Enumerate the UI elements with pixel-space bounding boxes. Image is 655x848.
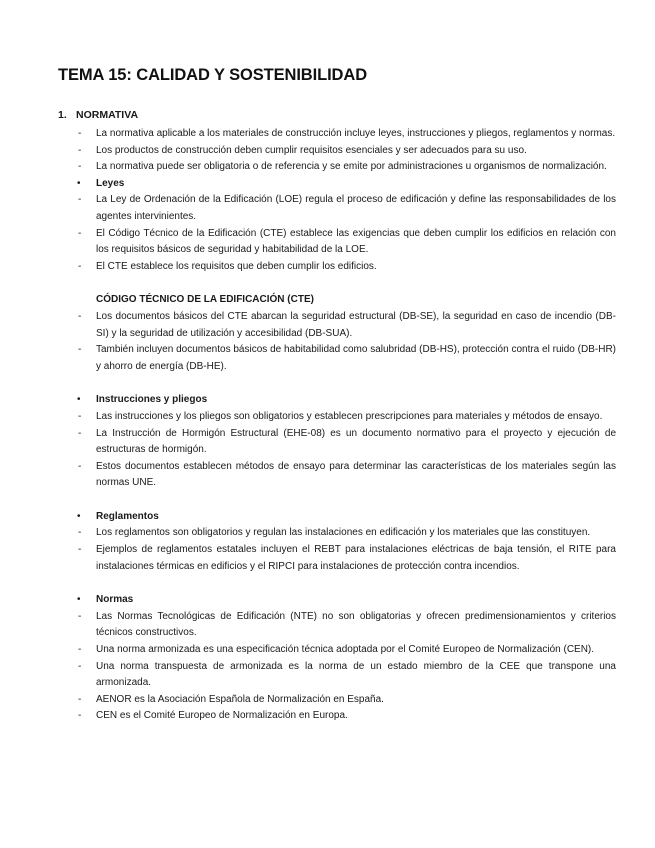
dash-marker: - [78, 227, 82, 239]
item-text: CÓDIGO TÉCNICO DE LA EDIFICACIÓN (CTE) [96, 294, 314, 306]
list-item [0, 525, 616, 542]
list-item [0, 192, 616, 225]
list-item [0, 659, 616, 692]
item-text: La normativa aplicable a los materiales de construcción incluye leyes, instrucciones y pliegos, reglamentos y normas. [96, 128, 616, 139]
item-text: Los reglamentos son obligatorios y regulan las instalaciones en edificación y los materiales que las constituyen. [96, 527, 591, 539]
dash-marker: - [78, 128, 82, 139]
dash-marker: - [78, 644, 82, 656]
item-text: Reglamentos [96, 510, 159, 522]
item-text: La Ley de Ordenación de la Edificación (LOE) regula el proceso de edificación y define las responsabilidades de los agentes intervinientes. [96, 194, 616, 222]
list-item [0, 609, 616, 642]
item-text: La Instrucción de Hormigón Estructural (EHE-08) es un documento normativo para el proyecto y ejecución de estructuras de hormigón. [96, 427, 616, 456]
dash-marker: - [78, 260, 82, 272]
list-item [0, 409, 616, 426]
bullet-heading [0, 592, 616, 609]
item-text: Las instrucciones y los pliegos son obligatorios y establecen prescripciones para materiales y métodos de ensayo. [96, 410, 603, 422]
bullet-icon: • [77, 594, 81, 606]
item-text: Una norma transpuesta de armonizada es la norma de un estado miembro de la CEE que transpone una armonizada. [96, 660, 616, 689]
dash-marker: - [78, 427, 82, 439]
item-text: Los productos de construcción deben cumplir requisitos esenciales y ser adecuados para su uso. [96, 144, 527, 156]
dash-marker: - [78, 144, 82, 156]
list-item [0, 126, 616, 143]
block-spacer [0, 492, 655, 509]
item-text: Una norma armonizada es una especificación técnica adoptada por el Comité Europeo de Normalización (CEN). [96, 644, 595, 656]
list-item [0, 259, 616, 276]
item-text: Ejemplos de reglamentos estatales incluyen el REBT para instalaciones eléctricas de baja tensión, el RITE para instalaciones térmicas en edificios y el RIPCI para instalaciones de protección contra incendios. [96, 544, 616, 572]
block-spacer [0, 275, 655, 292]
list-item [0, 143, 616, 160]
item-text: Normas [96, 594, 134, 606]
item-text: AENOR es la Asociación Española de Normalización en España. [96, 693, 384, 705]
section-heading [58, 109, 138, 121]
section-heading-text: NORMATIVA [76, 109, 139, 121]
dash-marker: - [78, 527, 82, 539]
item-text: El Código Técnico de la Edificación (CTE) establece las exigencias que deben cumplir los edificios en relación con los requisitos básicos de seguridad y habitabilidad de la LOE. [96, 227, 616, 256]
page-title: TEMA 15: CALIDAD Y SOSTENIBILIDAD [58, 66, 368, 84]
dash-marker: - [78, 310, 82, 322]
bullet-heading [0, 176, 616, 193]
list-item [0, 226, 616, 259]
document-body [0, 126, 655, 725]
item-text: Estos documentos establecen métodos de ensayo para determinar las características de los materiales según las normas UNE. [96, 460, 616, 489]
item-text: CEN es el Comité Europeo de Normalización en Europa. [96, 710, 348, 722]
bullet-icon: • [77, 177, 81, 189]
list-item [0, 159, 616, 176]
item-text: La normativa puede ser obligatoria o de referencia y se emite por administraciones u organismos de normalización. [96, 161, 607, 173]
bullet-icon: • [77, 394, 81, 406]
bullet-heading [0, 392, 616, 409]
block-spacer [0, 375, 655, 392]
bullet-heading [0, 509, 616, 526]
dash-marker: - [78, 710, 82, 722]
dash-marker: - [78, 410, 82, 422]
item-text: Las Normas Tecnológicas de Edificación (NTE) no son obligatorias y ofrecen predimensionamientos y criterios técnicos constructivos. [96, 610, 616, 639]
subsection-heading [0, 292, 616, 309]
dash-marker: - [78, 460, 82, 472]
bullet-icon: • [77, 510, 81, 522]
item-text: Instrucciones y pliegos [96, 394, 208, 406]
list-item [0, 459, 616, 492]
dash-marker: - [78, 194, 82, 206]
dash-marker: - [78, 693, 82, 705]
section-number: 1. [58, 109, 67, 121]
item-text: El CTE establece los requisitos que deben cumplir los edificios. [96, 260, 377, 272]
block-spacer [0, 575, 655, 592]
list-item [0, 426, 616, 459]
list-item [0, 708, 616, 725]
list-item [0, 542, 616, 575]
list-item [0, 342, 616, 375]
list-item [0, 309, 616, 342]
item-text: Leyes [96, 177, 125, 189]
list-item [0, 692, 616, 709]
dash-marker: - [78, 610, 82, 622]
dash-marker: - [78, 544, 82, 556]
dash-marker: - [78, 161, 82, 173]
dash-marker: - [78, 660, 82, 672]
item-text: Los documentos básicos del CTE abarcan la seguridad estructural (DB-SE), la seguridad en caso de incendio (DB-SI) y la seguridad de utilización y accesibilidad (DB-SUA). [96, 310, 616, 339]
dash-marker: - [78, 344, 82, 356]
list-item [0, 642, 616, 659]
item-text: También incluyen documentos básicos de habitabilidad como salubridad (DB-HS), protección contra el ruido (DB-HR) y ahorro de energía (DB-HE). [96, 344, 616, 372]
